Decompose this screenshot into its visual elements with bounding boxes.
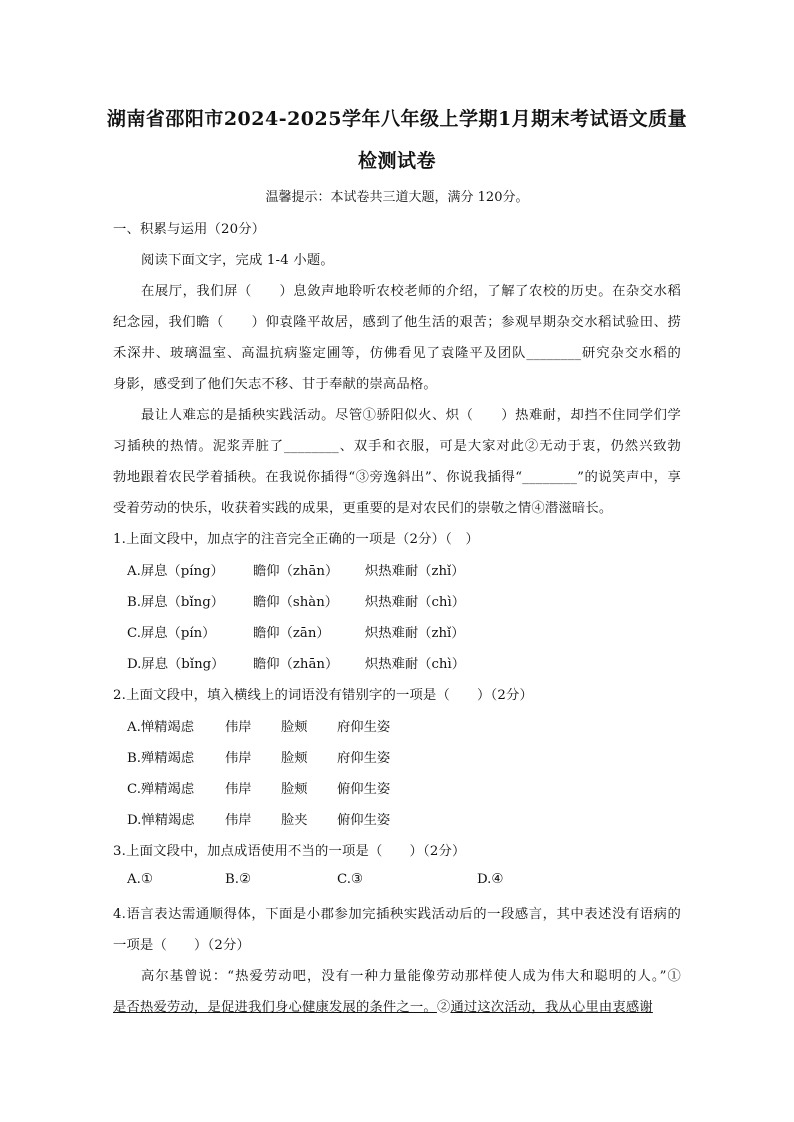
q1-option-c-3: 炽热难耐（zhǐ） (365, 626, 465, 641)
q2-option-d-4: 俯仰生姿 (337, 813, 391, 828)
q4-underlined-sentence-2: 通过这次活动，我从心里由衷感谢 (450, 1000, 653, 1015)
q1-option-d-1: D.屏息（bǐng） (127, 657, 225, 672)
q2-option-a-1: A.惮精竭虑 (127, 720, 195, 735)
q2-option-c-1: C.殚精竭虑 (127, 782, 195, 797)
section-heading: 一、积累与运用（20分） (113, 222, 266, 237)
q1-option-b-3: 炽热难耐（chì） (365, 595, 466, 610)
q2-option-d-1: D.惮精竭虑 (127, 813, 195, 828)
para2-line: 受着劳动的快乐，收获着实践的成果，更重要的是对农民们的崇敬之情④潜滋暗长。 (113, 501, 613, 516)
q2-option-a-2: 伟岸 (225, 720, 252, 735)
q1-option-d-3: 炽热难耐（chì） (365, 657, 466, 672)
q4-underlined-sentence-1: 是否热爱劳动，是促进我们身心健康发展的条件之一。 (113, 1000, 437, 1015)
exam-title-line2: 检测试卷 (357, 150, 436, 172)
question-4-stem-line1: 4.语言表达需通顺得体，下面是小郡参加完插秧实践活动后的一段感言，其中表述没有语病的 (113, 907, 681, 922)
exam-tip: 温馨提示：本试卷共三道大题，满分 120分。 (265, 190, 529, 205)
q1-option-b-1: B.屏息（bǐng） (127, 595, 225, 610)
para1-line: 纪念园，我们瞻（ ）仰袁隆平故居，感到了他生活的艰苦；参观早期杂交水稻试验田、捞 (113, 315, 681, 330)
question-4-stem-line2: 一项是（ ）（2分） (113, 938, 250, 953)
q2-option-b-3: 脸颊 (281, 751, 308, 766)
q3-option-b: B.② (225, 872, 251, 887)
q2-option-d-3: 脸夹 (281, 813, 308, 828)
para1-line: 身影，感受到了他们矢志不移、甘于奉献的崇高品格。 (113, 377, 437, 392)
q3-option-a: A.① (127, 872, 153, 887)
q2-option-b-1: B.殚精竭虑 (127, 751, 195, 766)
q4-text-line2 (113, 996, 653, 1015)
para2-line: 最让人难忘的是插秧实践活动。尽管①骄阳似火、炽（ ）热难耐，却挡不住同学们学 (141, 408, 681, 423)
q4-circle-number: ② (436, 1000, 451, 1015)
question-3-stem: 3.上面文段中，加点成语使用不当的一项是（ ）（2分） (113, 844, 466, 859)
para2-line: 勃地跟着农民学着插秧。在我说你插得“③旁逸斜出”、你说我插得“________”的说笑声中，享 (113, 470, 681, 485)
q2-option-d-2: 伟岸 (225, 813, 252, 828)
q3-option-c: C.③ (337, 872, 363, 887)
q1-option-c-1: C.屏息（pín） (127, 626, 216, 641)
q2-option-b-4: 府仰生姿 (337, 751, 391, 766)
q4-text-line1: 高尔基曾说：“热爱劳动吧，没有一种力量能像劳动那样使人成为伟大和聪明的人。”① (141, 969, 681, 984)
q2-option-c-3: 脸颊 (281, 782, 308, 797)
q3-option-d: D.④ (477, 872, 504, 887)
para2-line: 习插秧的热情。泥浆弄脏了________、双手和衣服，可是大家对此②无动于衷，仍然兴致勃 (113, 439, 681, 454)
reading-instruction: 阅读下面文字，完成 1-4 小题。 (141, 253, 334, 268)
q2-option-a-3: 脸颊 (281, 720, 308, 735)
q1-option-a-3: 炽热难耐（zhǐ） (365, 564, 465, 579)
q2-option-c-2: 伟岸 (225, 782, 252, 797)
para1-line: 在展厅，我们屏（ ）息敛声地聆听农校老师的介绍，了解了农校的历史。在杂交水稻 (141, 284, 681, 299)
q1-option-c-2: 瞻仰（zān） (253, 626, 330, 641)
exam-title-line1: 湖南省邵阳市2024-2025学年八年级上学期1月期末考试语文质量 (106, 108, 688, 130)
q2-option-b-2: 伟岸 (225, 751, 252, 766)
q2-option-c-4: 俯仰生姿 (337, 782, 391, 797)
q1-option-a-1: A.屏息（píng） (127, 564, 224, 579)
question-2-stem: 2.上面文段中，填入横线上的词语没有错别字的一项是（ ）（2分） (113, 688, 534, 703)
q1-option-d-2: 瞻仰（zhān） (253, 657, 339, 672)
q1-option-a-2: 瞻仰（zhān） (253, 564, 339, 579)
question-1-stem: 1.上面文段中，加点字的注音完全正确的一项是（2分）（ ） (113, 532, 480, 547)
q2-option-a-4: 府仰生姿 (337, 720, 391, 735)
q1-option-b-2: 瞻仰（shàn） (253, 595, 339, 610)
para1-line: 禾深井、玻璃温室、高温抗病鉴定圃等，仿佛看见了袁隆平及团队________研究杂交水稻的 (113, 346, 681, 361)
